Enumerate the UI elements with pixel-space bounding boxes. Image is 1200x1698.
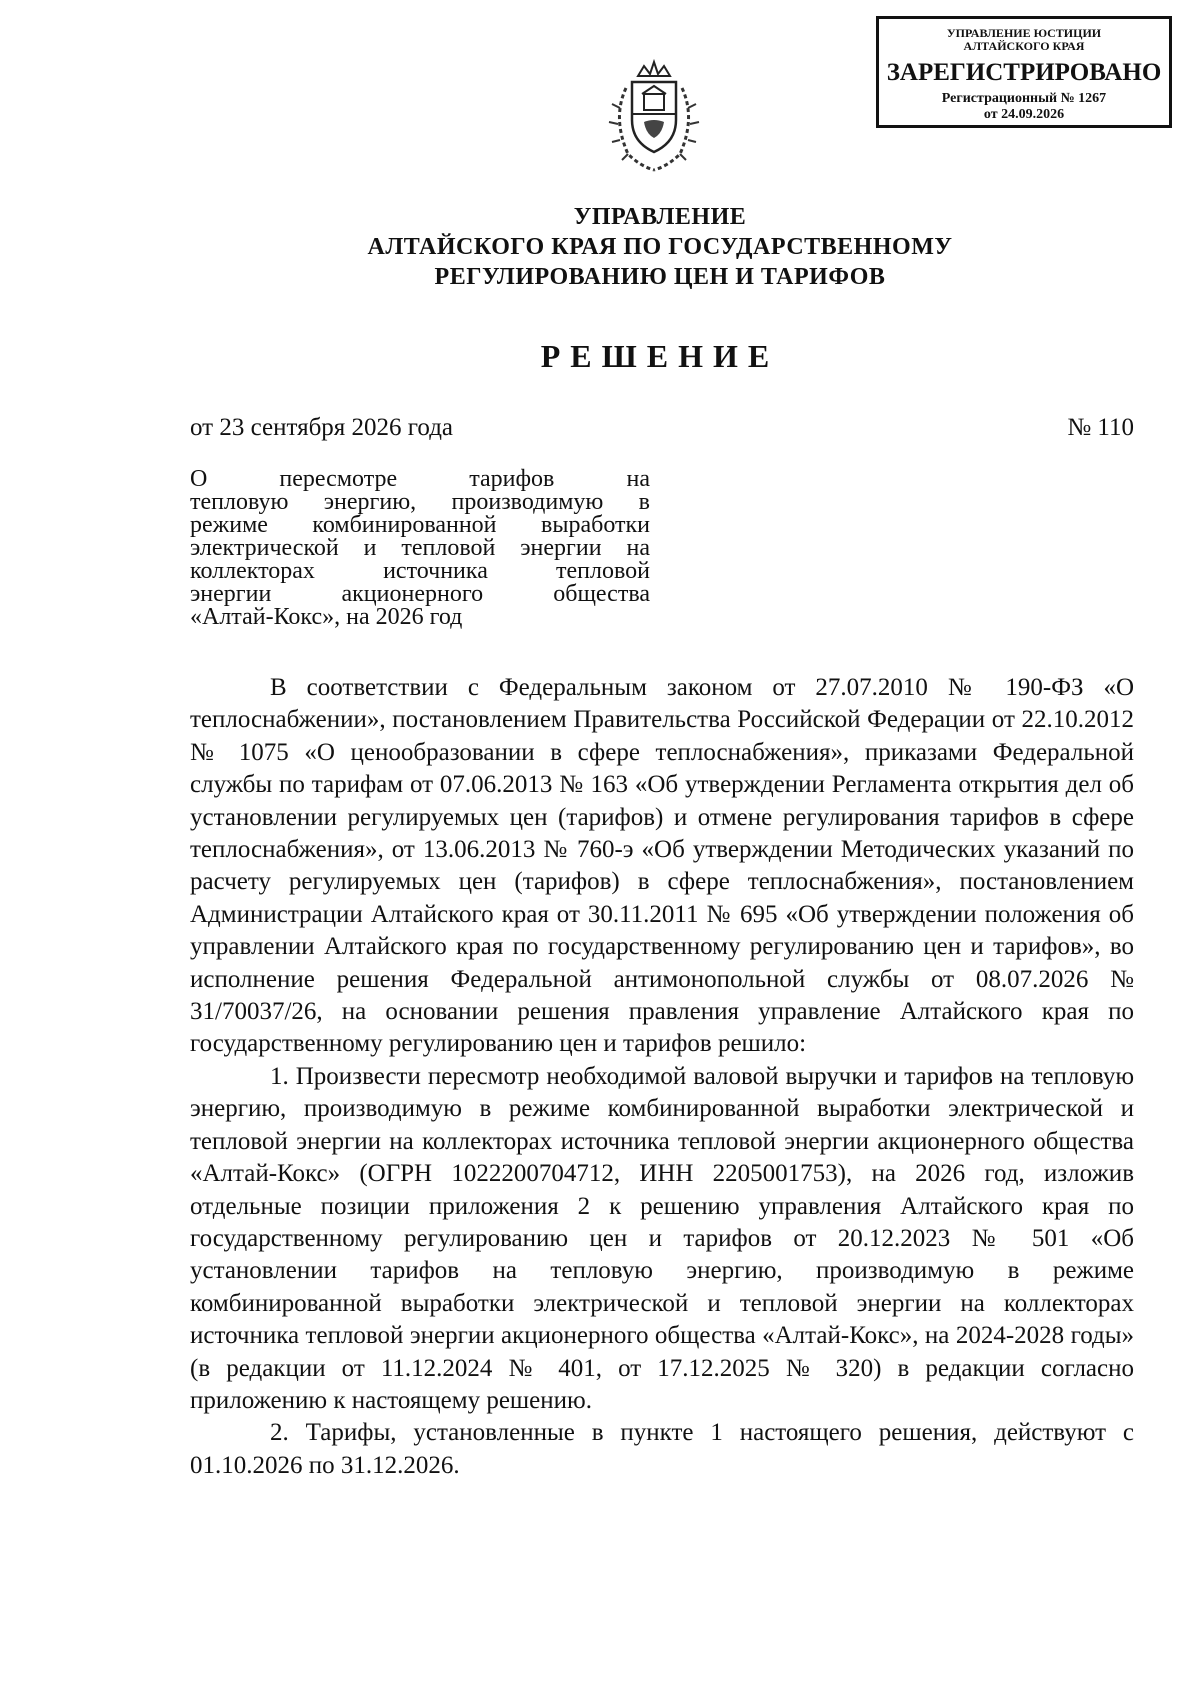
authority-line3: РЕГУЛИРОВАНИЮ ЦЕН И ТАРИФОВ <box>434 264 886 290</box>
authority-line2: АЛТАЙСКОГО КРАЯ ПО ГОСУДАРСТВЕННОМУ <box>367 234 953 260</box>
subject-line: тепловую энергию, производимую в <box>190 489 650 515</box>
subject-line: электрической и тепловой энергии на <box>190 535 650 561</box>
issuing-authority <box>200 202 1120 292</box>
preamble-paragraph: В соответствии с Федеральным законом от 27.07.2010 № 190-ФЗ «О теплоснабжении», постановлением Правительства Российской Федерации от 22.10.2012 № 1075 «О ценообразовании в сфере теплоснабжения», приказами Федеральной службы по тарифам от 07.06.2013 № 163 «Об утверждении Регламента открытия дел об установлении регулируемых цен (тарифов) и отмене регулирования тарифов в сфере теплоснабжения», от 13.06.2013 № 760-э «Об утверждении Методических указаний по расчету регулируемых цен (тарифов) в сфере теплоснабжения», постановлением Администрации Алтайского края от 30.11.2011 № 695 «Об утверждении положения об управлении Алтайского края по государственному регулированию цен и тарифов», во исполнение решения Федеральной антимонопольной службы от 08.07.2026 № 31/70037/26, на основании решения правления управление Алтайского края по государственному регулированию цен и тарифов решило: <box>190 674 1134 1058</box>
document-type-title: РЕШЕНИЕ <box>540 338 780 374</box>
stamp-reg-date: от 24.09.2026 <box>983 107 1065 122</box>
authority-line1: УПРАВЛЕНИЕ <box>573 204 747 230</box>
item-2-paragraph: 2. Тарифы, установленные в пункте 1 настоящего решения, действуют с 01.10.2026 по 31.12.2026. <box>190 1419 1134 1479</box>
document-number: № 110 <box>1067 414 1134 441</box>
subject-line: «Алтай-Кокс», на 2026 год <box>190 604 463 630</box>
stamp-reg-number: Регистрационный № 1267 <box>941 91 1107 106</box>
stamp-registered: ЗАРЕГИСТРИРОВАНО <box>886 59 1162 86</box>
stamp-authority-line1: УПРАВЛЕНИЕ ЮСТИЦИИ <box>946 26 1102 40</box>
subject-line: коллекторах источника тепловой <box>190 558 650 584</box>
document-date: от 23 сентября 2026 года <box>190 414 454 441</box>
stamp-authority-line2: АЛТАЙСКОГО КРАЯ <box>963 39 1085 53</box>
subject-line: О пересмотре тарифов на <box>190 466 650 492</box>
coat-of-arms-icon <box>600 58 708 178</box>
document-body <box>190 672 1134 1482</box>
document-subject <box>190 468 650 629</box>
subject-line: энергии акционерного общества <box>190 581 650 607</box>
item-1-paragraph: 1. Произвести пересмотр необходимой валовой выручки и тарифов на тепловую энергию, производимую в режиме комбинированной выработки электрической и тепловой энергии на коллекторах источника тепловой энергии акционерного общества «Алтай-Кокс» (ОГРН 1022200704712, ИНН 2205001753), на 2026 год, изложив отдельные позиции приложения 2 к решению управления Алтайского края по государственному регулированию цен и тарифов от 20.12.2023 № 501 «Об установлении тарифов на тепловую энергию, производимую в режиме комбинированной выработки электрической и тепловой энергии на коллекторах источника тепловой энергии акционерного общества «Алтай-Кокс», на 2024-2028 годы» (в редакции от 11.12.2024 № 401, от 17.12.2025 № 320) в редакции согласно приложению к настоящему решению. <box>190 1062 1134 1414</box>
registration-stamp <box>876 16 1172 128</box>
subject-line: режиме комбинированной выработки <box>190 512 650 538</box>
